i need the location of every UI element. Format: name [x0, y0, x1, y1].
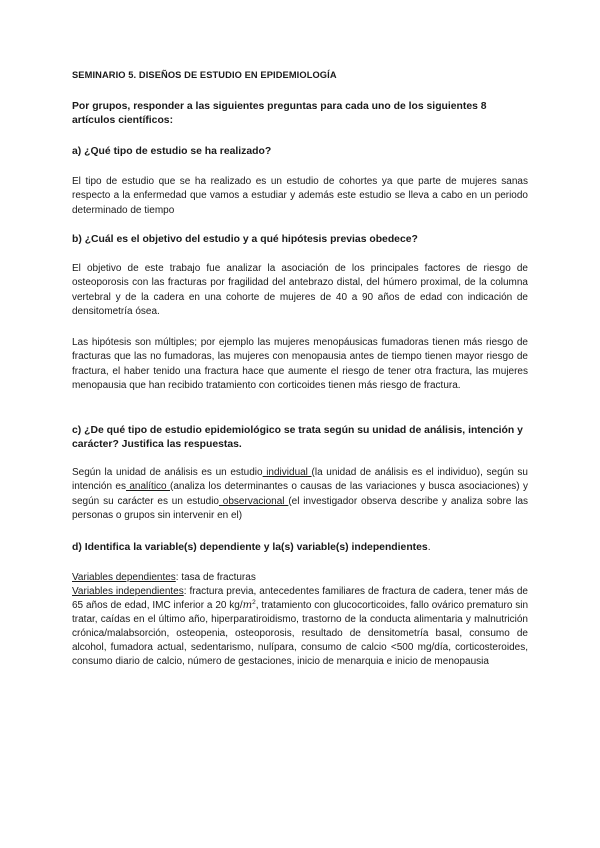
- answer-c-character-observacional: observacional: [218, 495, 289, 507]
- answer-c-unit-individual: individual: [262, 467, 312, 478]
- answer-a: El tipo de estudio que se ha realizado es un estudio de cohortes ya que parte de mujeres sanas respecto a la enfermedad que vamos a estudiar y además este estudio se lleva a cabo en un periodo determinado de tiempo: [72, 176, 528, 216]
- question-c: c) ¿De qué tipo de estudio epidemiológico se trata según su unidad de análisis, intención y carácter? Justifica las respuestas.: [72, 425, 523, 450]
- dependent-variables-label: Variables dependientes: [72, 572, 176, 583]
- unit-exponent: 2: [252, 599, 256, 607]
- answer-c-text-2: (la unidad de análisis es el individuo), según su intención es: [72, 467, 528, 493]
- answer-c: [72, 466, 528, 524]
- dependent-variables-text: : tasa de fracturas: [175, 572, 256, 583]
- question-b: b) ¿Cuál es el objetivo del estudio y a qué hipótesis previas obedece?: [72, 234, 418, 245]
- answer-c-text-1: Según la unidad de análisis es un estudio: [72, 467, 263, 478]
- answer-c-intent-analitico: analítico: [125, 481, 171, 493]
- answer-c-text-3: (analiza los determinantes o causas de las variaciones y busca asociaciones) y según su carácter es un estudio: [72, 481, 529, 507]
- question-d: [72, 541, 528, 555]
- independent-variables-text-2: , tratamiento con glucocorticoides, fallo ovárico prematuro sin tratar, caídas en el último año, hiperparatiroidismo, trastorno de la conducta alimentaria y malnutrición crónica/malabsorción, osteopenia, osteoporosis, resultado de densitometría basal, consumo de alcohol, fumadora actual, sedentarismo, nulípara, consumo de calcio <500 mg/día, corticosteroides, consumo diario de calcio, número de gestaciones, inicio de menarquia e inicio de menopausia: [72, 600, 529, 668]
- independent-variables-text-1: : fractura previa, antecedentes familiares de fractura de cadera, tener más de 65 años de edad, IMC inferior a 20 kg/: [72, 586, 528, 612]
- document-title: SEMINARIO 5. DISEÑOS DE ESTUDIO EN EPIDEMIOLOGÍA: [72, 70, 337, 80]
- instructions: Por grupos, responder a las siguientes preguntas para cada uno de los siguientes 8 artículos científicos:: [72, 101, 487, 126]
- question-d-text: d) Identifica la variable(s) dependiente y la(s) variable(s) independientes: [72, 542, 428, 553]
- answer-c-text-4: (el investigador observa describe y analiza sobre las personas o grupos sin intervenir en el): [72, 495, 529, 522]
- answer-d-independent: [72, 585, 528, 670]
- answer-b-objective: El objetivo de este trabajo fue analizar la asociación de los principales factores de riesgo de osteoporosis con las fracturas por fragilidad del antebrazo distal, del húmero proximal, de la columna vertebral y de la cadera en una cohorte de mujeres de 40 a 90 años de edad con indicación de densitometría ósea.: [72, 263, 528, 318]
- question-a: a) ¿Qué tipo de estudio se ha realizado?: [72, 146, 272, 157]
- answer-b-hypotheses: Las hipótesis son múltiples; por ejemplo las mujeres menopáusicas fumadoras tienen más riesgo de fracturas que las no fumadoras, las mujeres con menopausia antes de tiempo tienen mayor riesgo de fractura, el haber tenido una fractura hace que aumente el riesgo de tener otra fractura, las mujeres menopausia que han recibido tratamiento con corticoides tienen más riesgo de fractura.: [72, 337, 528, 392]
- independent-variables-label: Variables independientes: [72, 586, 184, 597]
- question-d-period: .: [427, 542, 431, 553]
- answer-d-dependent: [72, 571, 528, 585]
- unit-m: m: [242, 600, 253, 612]
